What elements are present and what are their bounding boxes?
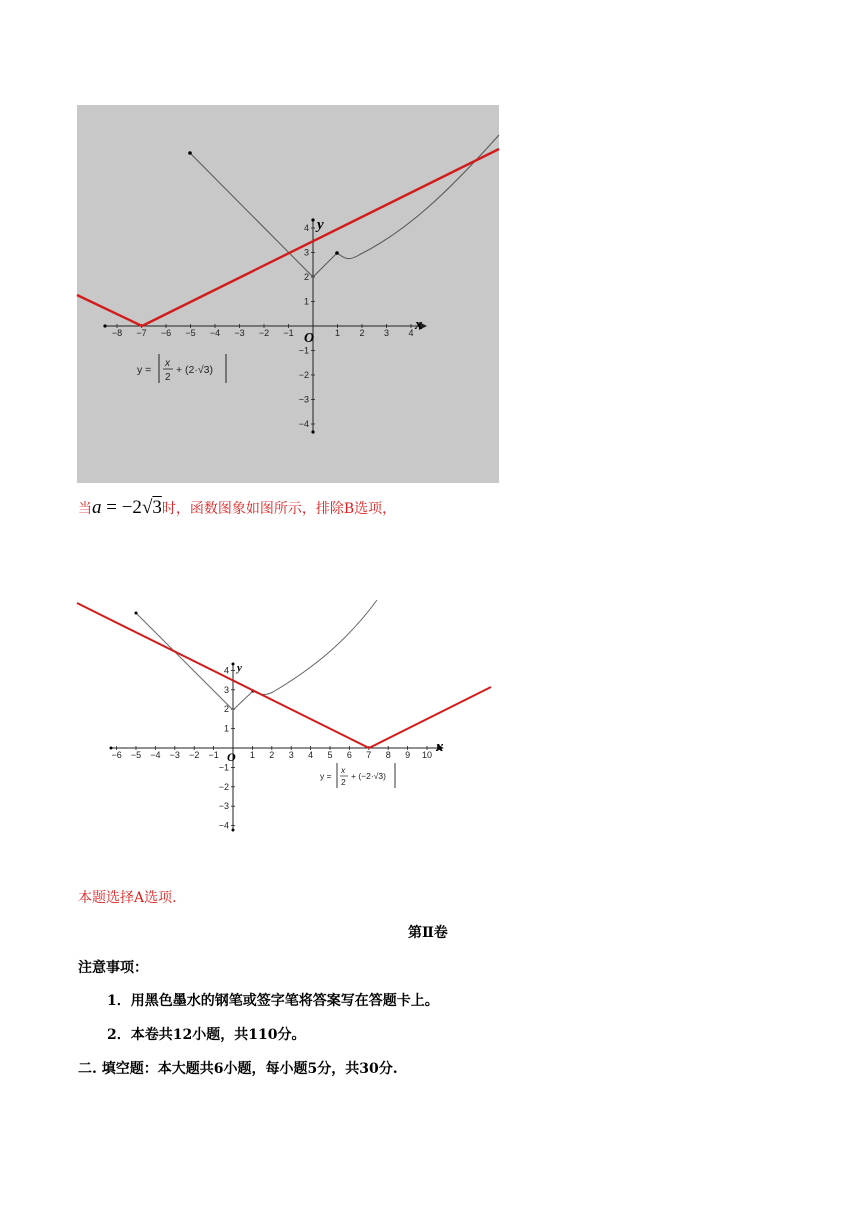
origin-label: O bbox=[304, 331, 315, 346]
x-tick-label: −1 bbox=[208, 750, 219, 760]
x-tick-label: 7 bbox=[366, 750, 372, 760]
graph-figure-2 bbox=[77, 598, 491, 838]
caption-variable: a bbox=[92, 497, 102, 518]
gray-curve-right-branch bbox=[253, 600, 377, 695]
x-tick-label: 8 bbox=[385, 750, 391, 760]
x-axis-label: x bbox=[415, 317, 423, 333]
answer-text: 本题选择A选项. bbox=[78, 890, 177, 906]
formula-2-denominator: 2 bbox=[341, 777, 346, 787]
y-axis-top-end-point bbox=[232, 663, 235, 666]
y-tick-label: −1 bbox=[218, 762, 229, 773]
y-tick-label: 1 bbox=[303, 296, 309, 307]
formula-1-rest: + (2·√3) bbox=[176, 364, 213, 376]
formula-1 bbox=[137, 354, 226, 383]
x-tick-label: 4 bbox=[408, 328, 414, 338]
x-tick-label: −4 bbox=[150, 750, 161, 760]
formula-1-lhs: y = bbox=[137, 364, 152, 376]
x-tick-label: 3 bbox=[288, 750, 294, 760]
x-tick-label: 2 bbox=[359, 328, 365, 338]
formula-2-lhs: y = bbox=[320, 771, 332, 781]
y-tick-label: 3 bbox=[223, 684, 229, 695]
y-tick-label: −2 bbox=[298, 370, 309, 380]
x-tick-label: −4 bbox=[209, 328, 221, 338]
gray-curve-right-branch bbox=[337, 135, 499, 259]
x-tick-label: 3 bbox=[383, 328, 390, 338]
x-tick-label: −5 bbox=[185, 328, 196, 338]
note-item-1: 1．用黑色墨水的钢笔或签字笔将答案写在答题卡上。 bbox=[107, 993, 439, 1009]
y-tick-label: −2 bbox=[218, 781, 229, 792]
x-tick-label: −3 bbox=[234, 328, 245, 338]
y-tick-label: −4 bbox=[218, 820, 229, 831]
x-tick-label: 1 bbox=[334, 328, 341, 338]
formula-2 bbox=[320, 763, 395, 788]
red-abs-line-1 bbox=[77, 149, 499, 326]
caption-sqrt-sign: √ bbox=[141, 497, 153, 518]
x-tick-label: −6 bbox=[111, 750, 122, 760]
y-tick-label: 1 bbox=[223, 723, 229, 734]
y-tick-label: 4 bbox=[223, 665, 229, 676]
x-tick-label: −1 bbox=[283, 328, 294, 338]
x-tick-label: −3 bbox=[169, 750, 180, 760]
gray-curve-left-segment bbox=[190, 153, 337, 277]
curve-end-point-left bbox=[188, 151, 192, 155]
note-item-2: 2．本卷共12小题，共110分。 bbox=[107, 1027, 306, 1043]
y-tick-label: 2 bbox=[303, 272, 309, 282]
caption-equals: = −2 bbox=[101, 497, 142, 518]
red-abs-line-2 bbox=[77, 603, 491, 748]
volume-title: 第Ⅱ卷 bbox=[408, 925, 448, 941]
y-tick-label: −3 bbox=[218, 801, 229, 812]
formula-1-denominator: 2 bbox=[165, 372, 171, 383]
caption-suffix: 时，函数图象如图所示，排除B选项， bbox=[161, 501, 397, 517]
curve-end-point-mid bbox=[335, 251, 339, 255]
y-axis-top-end-point bbox=[311, 218, 314, 221]
caption-sqrt-radicand: 3 bbox=[152, 497, 162, 518]
y-tick-label: 3 bbox=[303, 247, 309, 258]
formula-2-numerator: x bbox=[341, 765, 346, 775]
notes-title: 注意事项： bbox=[78, 960, 148, 976]
x-tick-label: 9 bbox=[405, 750, 411, 760]
formula-2-rest: + (−2·√3) bbox=[351, 771, 386, 781]
y-axis-label: y bbox=[237, 662, 242, 674]
y-tick-label: −3 bbox=[298, 394, 309, 405]
y-tick-label: −4 bbox=[298, 419, 309, 429]
graph-1-caption bbox=[78, 497, 396, 519]
y-tick-label: −1 bbox=[298, 345, 309, 356]
x-tick-label: −5 bbox=[130, 750, 142, 760]
x-tick-label: −2 bbox=[258, 328, 270, 338]
caption-prefix: 当 bbox=[78, 501, 92, 517]
x-tick-label: −2 bbox=[189, 750, 200, 760]
y-tick-label: 2 bbox=[223, 704, 229, 715]
graph-2-canvas bbox=[77, 598, 491, 838]
graph-1-canvas bbox=[77, 105, 499, 483]
x-tick-label: −6 bbox=[160, 328, 172, 338]
x-tick-label: −7 bbox=[136, 328, 147, 338]
graph-figure-1 bbox=[77, 105, 499, 483]
y-axis-bottom-end-point bbox=[311, 430, 314, 433]
origin-label: O bbox=[227, 750, 236, 764]
x-tick-label: 10 bbox=[421, 750, 433, 760]
curve-end-point-left bbox=[135, 612, 138, 615]
section-2-heading: 二. 填空题：本大题共6小题，每小题5分，共30分. bbox=[78, 1061, 398, 1077]
x-tick-label: −8 bbox=[111, 328, 123, 338]
formula-1-numerator: x bbox=[165, 358, 170, 369]
x-axis-label: x bbox=[436, 739, 444, 755]
y-axis-label: y bbox=[317, 217, 324, 233]
y-axis-bottom-end-point bbox=[232, 829, 235, 832]
x-tick-label: 6 bbox=[346, 750, 352, 760]
y-tick-label: 4 bbox=[303, 223, 309, 233]
x-tick-label: 1 bbox=[249, 750, 255, 760]
x-tick-label: 2 bbox=[269, 750, 275, 760]
x-axis-left-end-point bbox=[103, 324, 106, 327]
x-tick-label: 4 bbox=[308, 750, 314, 760]
x-tick-label: 5 bbox=[327, 750, 333, 760]
